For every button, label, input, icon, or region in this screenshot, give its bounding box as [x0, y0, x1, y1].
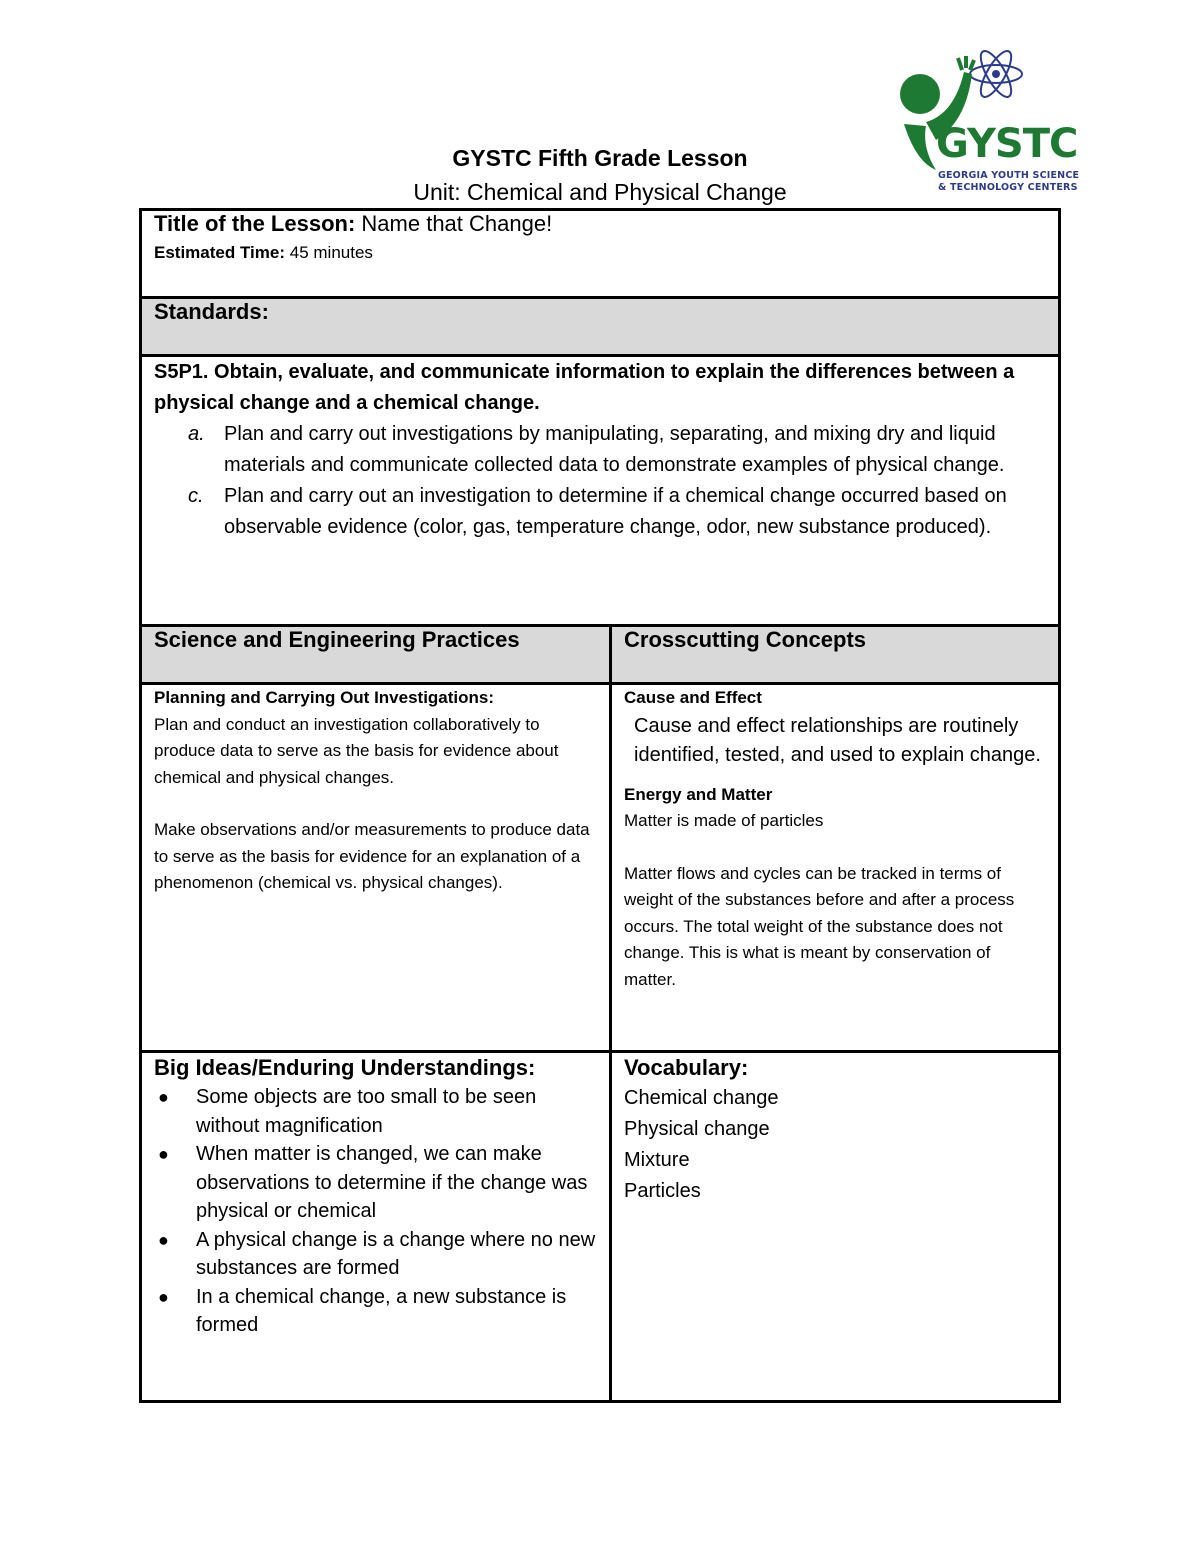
vocabulary-cell — [611, 1052, 1060, 1402]
logo-subtitle-line1: GEORGIA YOUTH SCIENCE — [938, 170, 1080, 181]
standard-main: S5P1. Obtain, evaluate, and communicate information to explain the differences between a physical change and a chemical change. — [154, 361, 1015, 414]
big-idea-text: When matter is changed, we can make observations to determine if the change was physical or chemical — [196, 1143, 588, 1222]
list-item — [154, 1226, 597, 1283]
standards-header-row — [141, 298, 1060, 356]
vocabulary-term: Particles — [624, 1180, 701, 1202]
vocabulary-term: Physical change — [624, 1118, 770, 1140]
title-cell — [141, 210, 1060, 298]
estimated-time-value: 45 minutes — [289, 243, 373, 262]
standard-item-text: Plan and carry out investigations by manipulating, separating, and mixing dry and liquid materials and communicate collected data to demonstrate examples of physical change. — [224, 423, 1005, 476]
estimated-time-label: Estimated Time: — [154, 243, 286, 262]
cause-effect-text: Cause and effect relationships are routinely identified, tested, and used to explain change. — [634, 714, 1041, 766]
vocabulary-term: Mixture — [624, 1149, 690, 1171]
list-item — [154, 1140, 597, 1226]
standards-row — [141, 356, 1060, 626]
big-ideas-cell — [141, 1052, 611, 1402]
practices-heading: Science and Engineering Practices — [141, 626, 611, 684]
cause-effect-heading: Cause and Effect — [624, 688, 762, 707]
bullet-icon: ● — [158, 1144, 169, 1164]
big-idea-text: A physical change is a change where no new substances are formed — [196, 1228, 596, 1279]
standard-item-label: c. — [188, 485, 204, 507]
logo-wordmark: GYSTC — [936, 121, 1078, 167]
vocabulary-heading: Vocabulary: — [624, 1055, 749, 1080]
logo-subtitle-line2: & TECHNOLOGY CENTERS — [938, 182, 1078, 193]
big-ideas-vocabulary-row — [141, 1052, 1060, 1402]
vocabulary-term: Chemical change — [624, 1087, 779, 1109]
crosscutting-heading: Crosscutting Concepts — [611, 626, 1060, 684]
standards-cell — [141, 356, 1060, 626]
crosscutting-cell — [611, 684, 1060, 1052]
practices-paragraph-1: Plan and conduct an investigation collaboratively to produce data to serve as the basis for evidence about chemical and physical changes. — [154, 714, 559, 787]
standard-item-text: Plan and carry out an investigation to determine if a chemical change occurred based on observable evidence (color, gas, temperature change, odor, new substance produced). — [224, 485, 1007, 538]
big-idea-text: In a chemical change, a new substance is formed — [196, 1285, 567, 1336]
list-item — [154, 1083, 597, 1140]
big-ideas-heading: Big Ideas/Enduring Understandings: — [154, 1055, 536, 1080]
practices-cell — [141, 684, 611, 1052]
energy-matter-text: Matter is made of particles — [624, 811, 824, 830]
bullet-icon: ● — [158, 1229, 169, 1250]
lesson-title — [154, 211, 1046, 237]
standard-item — [188, 419, 1046, 481]
practices-sub-heading: Planning and Carrying Out Investigations: — [154, 688, 495, 707]
standard-item-label: a. — [188, 423, 205, 445]
big-ideas-list — [154, 1083, 597, 1340]
lesson-title-value: Name that Change! — [361, 211, 553, 236]
energy-matter-heading: Energy and Matter — [624, 784, 773, 804]
matter-flow-text: Matter flows and cycles can be tracked in terms of weight of the substances before and after a process occurs. The total weight of the substance does not change. This is what is meant by conservation of matter. — [624, 863, 1015, 989]
title-row — [141, 210, 1060, 298]
big-idea-text: Some objects are too small to be seen without magnification — [196, 1086, 537, 1137]
practices-paragraph-2: Make observations and/or measurements to produce data to serve as the basis for evidence for an explanation of a phenomenon (chemical vs. physical changes). — [154, 820, 590, 892]
vocabulary-list — [624, 1083, 1046, 1207]
practices-concepts-header-row — [141, 626, 1060, 684]
standard-item — [188, 481, 1046, 543]
unit-title: Unit: Chemical and Physical Change — [413, 179, 787, 205]
document-title: GYSTC Fifth Grade Lesson — [452, 145, 748, 171]
lesson-title-label: Title of the Lesson: — [154, 211, 356, 236]
practices-concepts-row — [141, 684, 1060, 1052]
bullet-icon: ● — [158, 1286, 169, 1307]
list-item — [154, 1283, 597, 1340]
bullet-icon: ● — [158, 1087, 169, 1107]
standards-heading: Standards: — [141, 298, 1060, 356]
lesson-table — [139, 208, 1061, 1403]
estimated-time — [154, 243, 1046, 263]
